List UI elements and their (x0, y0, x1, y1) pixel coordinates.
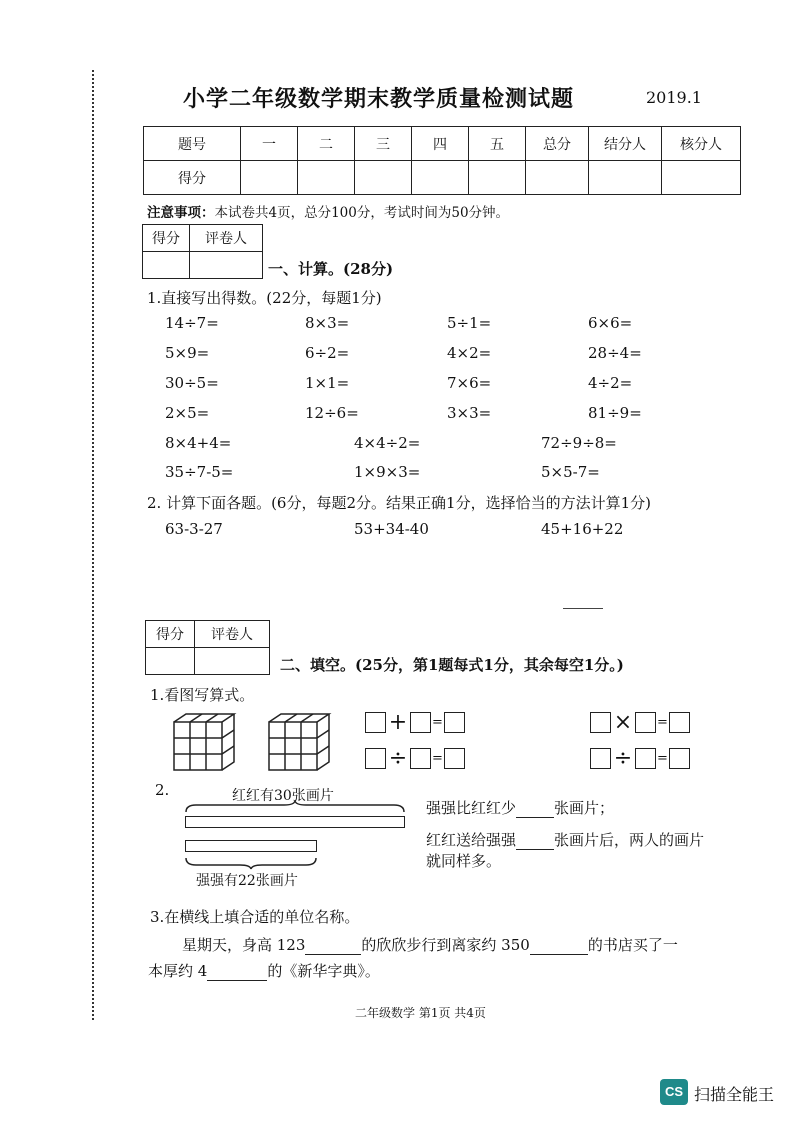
page-footer: 二年级数学 第1页 共4页 (355, 1006, 486, 1020)
answer-box[interactable] (365, 748, 386, 769)
s1-q1-item: 81÷9= (588, 404, 642, 422)
equation-add (365, 710, 465, 735)
q3-line2 (148, 960, 380, 981)
equation-divide (365, 746, 465, 771)
q2-top-label: 红红有30张画片 (232, 788, 334, 804)
grader-score-label: 得分 (146, 621, 195, 648)
grader-score-cell[interactable] (143, 252, 190, 279)
s1-q1-item: 1×1= (305, 374, 350, 392)
qiang-bar (185, 840, 317, 852)
cube-grid-icon (267, 712, 335, 772)
answer-box[interactable] (635, 748, 656, 769)
s1-q1-item: 8×4+4= (165, 434, 232, 452)
answer-box[interactable] (669, 712, 690, 733)
score-input-cell[interactable] (241, 161, 298, 195)
score-input-cell[interactable] (589, 161, 662, 195)
page-title: 小学二年级数学期末教学质量检测试题 (183, 86, 575, 112)
s1-q1-item: 72÷9÷8= (541, 434, 617, 452)
equals-sign: = (432, 751, 443, 766)
answer-box[interactable] (365, 712, 386, 733)
s1-q1-item: 4×4÷2= (354, 434, 421, 452)
score-table (143, 126, 741, 195)
q3-line1-text-b: 的欣欣步行到离家约 350 (361, 936, 530, 954)
score-input-cell[interactable] (412, 161, 469, 195)
divide-icon: ÷ (613, 746, 633, 771)
s1-q2-item: 53+34-40 (354, 520, 429, 538)
q2-line3: 就同样多。 (426, 852, 502, 870)
score-table-cell: 核分人 (662, 127, 741, 161)
hong-bar (185, 816, 405, 828)
score-table-cell: 三 (355, 127, 412, 161)
grader-score-label: 得分 (143, 225, 190, 252)
grader-name-label: 评卷人 (190, 225, 263, 252)
score-table-cell: 总分 (526, 127, 589, 161)
multiply-icon: × (613, 710, 633, 735)
score-table-cell: 一 (241, 127, 298, 161)
section1-title: 一、计算。(28分) (268, 260, 394, 278)
top-brace-icon (184, 800, 406, 814)
grader-box-2 (145, 620, 270, 675)
bottom-brace-icon (184, 856, 318, 870)
s1-q1-item: 4×2= (447, 344, 492, 362)
plus-icon: + (388, 710, 408, 735)
equals-sign: = (432, 715, 443, 730)
notice-text: 本试卷共4页，总分100分，考试时间为50分钟。 (214, 205, 510, 221)
answer-blank[interactable] (530, 936, 588, 955)
score-input-cell[interactable] (298, 161, 355, 195)
answer-box[interactable] (444, 712, 465, 733)
stray-mark (563, 608, 603, 609)
s1-q1-item: 4÷2= (588, 374, 633, 392)
s1-q1-title: 1.直接写出得数。(22分，每题1分) (147, 289, 382, 307)
s1-q1-item: 28÷4= (588, 344, 642, 362)
exam-date: 2019.1 (646, 88, 702, 107)
q3-line1-text-a: 星期天，身高 123 (182, 936, 306, 954)
grader-score-cell[interactable] (146, 648, 195, 675)
answer-box[interactable] (444, 748, 465, 769)
answer-blank[interactable] (305, 936, 361, 955)
answer-blank[interactable] (207, 962, 267, 981)
s1-q1-item: 5÷1= (447, 314, 492, 332)
q2-line2 (426, 829, 704, 850)
camscanner-brand-text: 扫描全能王 (694, 1087, 775, 1104)
q2-line2-text-a: 红红送给强强 (426, 831, 517, 849)
score-table-score-row (144, 161, 741, 195)
s1-q1-item: 8×3= (305, 314, 350, 332)
q2-bottom-label: 强强有22张画片 (196, 873, 298, 889)
score-input-cell[interactable] (662, 161, 741, 195)
equals-sign: = (657, 715, 668, 730)
s1-q1-item: 12÷6= (305, 404, 359, 422)
score-table-cell: 题号 (144, 127, 241, 161)
divide-icon: ÷ (388, 746, 408, 771)
q3-line2-text-a: 本厚约 4 (148, 962, 208, 980)
score-input-cell[interactable] (355, 161, 412, 195)
s2-q3-title: 3.在横线上填合适的单位名称。 (150, 908, 360, 926)
q2-line1-text-a: 强强比红红少 (426, 799, 517, 817)
q2-line1 (426, 797, 614, 818)
s2-q2-number: 2. (155, 781, 170, 799)
score-input-cell[interactable] (526, 161, 589, 195)
s1-q1-item: 6×6= (588, 314, 633, 332)
answer-box[interactable] (410, 748, 431, 769)
s1-q1-item: 5×5-7= (541, 463, 600, 481)
answer-blank[interactable] (516, 799, 554, 818)
notice-label: 注意事项： (147, 205, 215, 221)
score-table-cell: 四 (412, 127, 469, 161)
s1-q2-item: 45+16+22 (541, 520, 624, 538)
binding-dotted-line (92, 70, 94, 1020)
q2-line1-text-b: 张画片； (554, 799, 615, 817)
answer-box[interactable] (410, 712, 431, 733)
camscanner-logo: CS (660, 1079, 688, 1105)
s1-q1-item: 30÷5= (165, 374, 219, 392)
equals-sign: = (657, 751, 668, 766)
answer-box[interactable] (669, 748, 690, 769)
score-input-cell[interactable] (469, 161, 526, 195)
grader-box-1 (142, 224, 263, 279)
s1-q2-item: 63-3-27 (165, 520, 223, 538)
grader-name-cell[interactable] (190, 252, 263, 279)
answer-box[interactable] (590, 748, 611, 769)
s1-q1-item: 6÷2= (305, 344, 350, 362)
score-row-label: 得分 (144, 161, 241, 195)
notice (147, 201, 509, 221)
q3-line1-text-c: 的书店买了一 (587, 936, 678, 954)
s1-q1-item: 5×9= (165, 344, 210, 362)
score-table-cell: 结分人 (589, 127, 662, 161)
score-table-header-row (144, 127, 741, 161)
s1-q2-title: 2. 计算下面各题。(6分，每题2分。结果正确1分，选择恰当的方法计算1分) (147, 494, 651, 512)
s2-q1-title: 1.看图写算式。 (150, 686, 255, 704)
score-table-cell: 二 (298, 127, 355, 161)
answer-box[interactable] (590, 712, 611, 733)
s1-q1-item: 3×3= (447, 404, 492, 422)
q3-line2-text-b: 的《新华字典》。 (267, 962, 380, 980)
score-table-cell: 五 (469, 127, 526, 161)
answer-blank[interactable] (516, 831, 554, 850)
section2-title: 二、填空。(25分，第1题每式1分，其余每空1分。) (280, 656, 624, 674)
q3-line1 (182, 934, 678, 955)
s1-q1-item: 2×5= (165, 404, 210, 422)
s1-q1-item: 7×6= (447, 374, 492, 392)
grader-name-cell[interactable] (195, 648, 270, 675)
s1-q1-item: 1×9×3= (354, 463, 421, 481)
equation-divide (590, 746, 690, 771)
s1-q1-item: 35÷7-5= (165, 463, 234, 481)
grader-name-label: 评卷人 (195, 621, 270, 648)
cube-grid-icon (172, 712, 240, 772)
q2-line2-text-b: 张画片后，两人的画片 (554, 831, 705, 849)
equation-multiply (590, 710, 690, 735)
answer-box[interactable] (635, 712, 656, 733)
s1-q1-item: 14÷7= (165, 314, 219, 332)
